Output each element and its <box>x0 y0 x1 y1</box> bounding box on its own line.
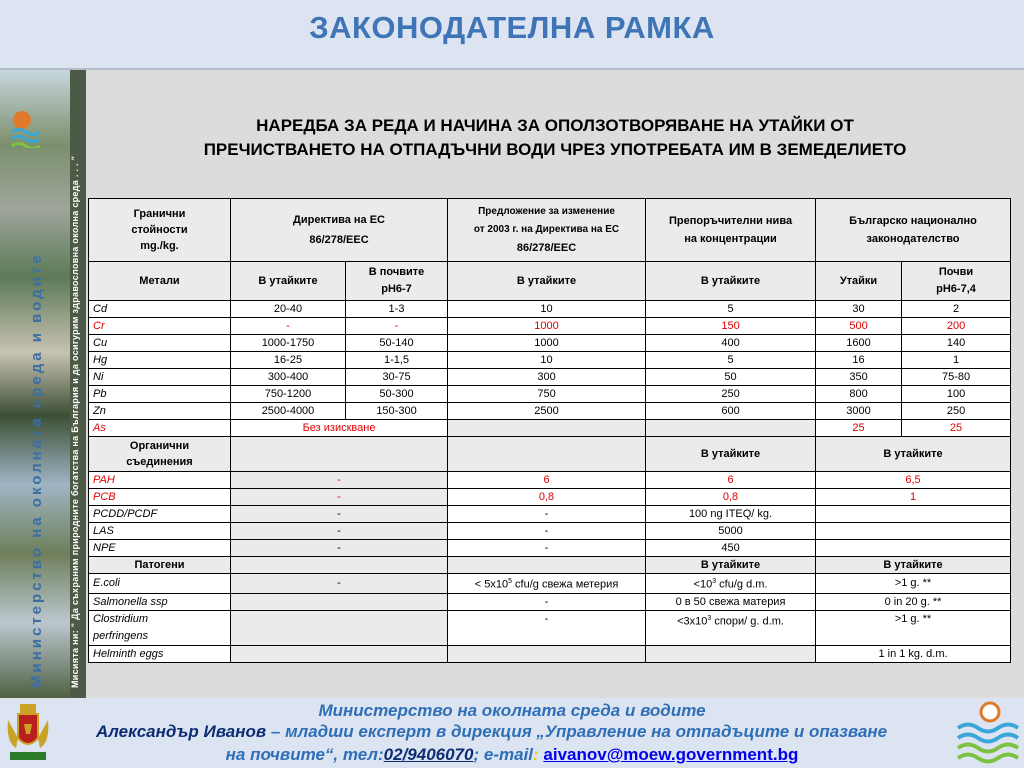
clostridium-recommended: $<3x10^3$ спори/ g. d.m. <box>646 610 816 645</box>
metal-value-b: 150-300 <box>346 403 448 420</box>
table-subheader-row <box>89 262 1011 301</box>
empty-cell <box>231 610 448 645</box>
ecoli-bg: >1 g. ** <box>816 574 1011 594</box>
contacts-prefix: на почвите“, тел: <box>225 745 384 764</box>
table-row-salmonella <box>89 593 1011 610</box>
metal-value-a: 1000-1750 <box>231 335 346 352</box>
metal-value-c: 10 <box>448 301 646 318</box>
as-bg-sludge: 25 <box>816 420 902 437</box>
organic-proposal: - <box>448 540 646 557</box>
table-row-metal <box>89 318 1011 335</box>
organic-directive: - <box>231 540 448 557</box>
metal-value-e: 16 <box>816 352 902 369</box>
empty-cell <box>448 645 646 662</box>
row-label: LAS <box>89 523 231 540</box>
empty-cell <box>231 645 448 662</box>
as-no-requirement: Без изискване <box>231 420 448 437</box>
table-row-organic <box>89 523 1011 540</box>
clostridium-bg: >1 g. ** <box>816 610 1011 645</box>
metal-value-a: 300-400 <box>231 369 346 386</box>
metal-value-c: 2500 <box>448 403 646 420</box>
metal-value-b: 1-1,5 <box>346 352 448 369</box>
row-label: As <box>89 420 231 437</box>
table-row-organic <box>89 540 1011 557</box>
clostridium-proposal: - <box>448 610 646 645</box>
organic-directive: - <box>231 489 448 506</box>
organic-directive: - <box>231 523 448 540</box>
subheader-soils: Почви pH6-7,4 <box>902 262 1011 301</box>
coat-of-arms-icon <box>4 702 52 764</box>
table-row-metal <box>89 403 1011 420</box>
metal-value-c: 1000 <box>448 335 646 352</box>
subheader-in-sludge-recommended: В утайките <box>646 262 816 301</box>
salmonella-recommended: 0 в 50 свежа материя <box>646 593 816 610</box>
footer-author <box>96 722 1024 742</box>
metal-value-c: 1000 <box>448 318 646 335</box>
organic-header-row <box>89 437 1011 472</box>
limits-table <box>88 198 1011 663</box>
ecoli-recommended: $<10^3$ cfu/g d.m. <box>646 574 816 594</box>
as-bg-soils: 25 <box>902 420 1011 437</box>
slide-title: ЗАКОНОДАТЕЛНА РАМКА <box>309 10 715 45</box>
salmonella-proposal: - <box>448 593 646 610</box>
metal-value-d: 600 <box>646 403 816 420</box>
metal-value-b: 30-75 <box>346 369 448 386</box>
header-recommended-levels: Препоръчителни нива на концентрации <box>646 199 816 262</box>
ministry-logo-icon <box>952 700 1022 766</box>
organic-recommended: 450 <box>646 540 816 557</box>
subheader-in-sludge-proposal: В утайките <box>448 262 646 301</box>
metal-value-f: 75-80 <box>902 369 1011 386</box>
metal-value-f: 140 <box>902 335 1011 352</box>
empty-cell <box>646 420 816 437</box>
header-proposal-2003: Предложение за изменение от 2003 г. на Директива на ЕС 86/278/EEC <box>448 199 646 262</box>
organic-bg <box>816 523 1011 540</box>
metal-value-b: 50-140 <box>346 335 448 352</box>
main-content <box>86 70 1024 698</box>
separator: ; <box>473 745 480 764</box>
metal-value-f: 250 <box>902 403 1011 420</box>
metal-value-d: 50 <box>646 369 816 386</box>
row-label: Cd <box>89 301 231 318</box>
empty-cell <box>448 437 646 472</box>
title-bar <box>0 0 1024 70</box>
empty-cell <box>231 593 448 610</box>
table-row-organic <box>89 472 1011 489</box>
metal-value-a: 2500-4000 <box>231 403 346 420</box>
empty-cell <box>646 645 816 662</box>
left-photo-strip <box>0 70 86 698</box>
slogan-vertical-text: Мисията ни: " Да съхраним природните богатства на България и да осигурим здравословна околна среда . . . " <box>70 155 80 688</box>
subheader-sludge: Утайки <box>816 262 902 301</box>
metal-value-e: 800 <box>816 386 902 403</box>
metal-value-d: 400 <box>646 335 816 352</box>
author-name: Александър Иванов <box>96 722 267 741</box>
metal-value-f: 1 <box>902 352 1011 369</box>
table-row-ecoli <box>89 574 1011 594</box>
empty-cell <box>448 420 646 437</box>
metal-value-c: 300 <box>448 369 646 386</box>
metal-value-a: 750-1200 <box>231 386 346 403</box>
heading-line-2: ПРЕЧИСТВАНЕТО НА ОТПАДЪЧНИ ВОДИ ЧРЕЗ УПОТРЕБАТА ИМ В ЗЕМЕДЕЛИЕТО <box>203 140 907 159</box>
row-label: E.coli <box>89 574 231 594</box>
helminth-bg: 1 in 1 kg. d.m. <box>816 645 1011 662</box>
heading-line-1: НАРЕДБА ЗА РЕДА И НАЧИНА ЗА ОПОЛЗОТВОРЯВАНЕ НА УТАЙКИ ОТ <box>256 116 854 135</box>
organic-proposal: 6 <box>448 472 646 489</box>
metal-value-a: - <box>231 318 346 335</box>
phone-number[interactable]: 02/9406070 <box>383 745 474 764</box>
row-label: NPE <box>89 540 231 557</box>
metal-value-b: 1-3 <box>346 301 448 318</box>
organic-directive: - <box>231 506 448 523</box>
organic-proposal: 0,8 <box>448 489 646 506</box>
organic-recommended: 6 <box>646 472 816 489</box>
row-label: Cu <box>89 335 231 352</box>
metal-value-f: 2 <box>902 301 1011 318</box>
metal-value-b: - <box>346 318 448 335</box>
organic-directive: - <box>231 472 448 489</box>
row-label: Pb <box>89 386 231 403</box>
row-label: Zn <box>89 403 231 420</box>
metal-value-c: 750 <box>448 386 646 403</box>
organic-bg: 6,5 <box>816 472 1011 489</box>
empty-cell <box>231 557 448 574</box>
table-row-metal <box>89 352 1011 369</box>
pathogen-header-row <box>89 557 1011 574</box>
pathogen-in-sludge: В утайките <box>646 557 816 574</box>
row-label: Salmonella ssp <box>89 593 231 610</box>
subheader-metals: Метали <box>89 262 231 301</box>
metal-value-a: 20-40 <box>231 301 346 318</box>
metal-value-f: 200 <box>902 318 1011 335</box>
organic-compounds-label: Органични съединения <box>89 437 231 472</box>
table-row-as <box>89 420 1011 437</box>
organic-recommended: 5000 <box>646 523 816 540</box>
table-row-organic <box>89 489 1011 506</box>
organic-in-sludge: В утайките <box>646 437 816 472</box>
metal-value-a: 16-25 <box>231 352 346 369</box>
email-label: e-mail <box>479 745 534 764</box>
sun-waves-logo-icon <box>10 108 40 148</box>
metal-value-c: 10 <box>448 352 646 369</box>
regulation-heading <box>86 114 1024 162</box>
metal-value-d: 5 <box>646 301 816 318</box>
metal-value-e: 30 <box>816 301 902 318</box>
table-row-helminth <box>89 645 1011 662</box>
ecoli-proposal: < $5x10^5$ cfu/g свежа метерия <box>448 574 646 594</box>
organic-recommended: 100 ng ITEQ/ kg. <box>646 506 816 523</box>
header-limit-values: Гранични стойности mg./kg. <box>89 199 231 262</box>
footer <box>0 698 1024 768</box>
ecoli-directive: - <box>231 574 448 594</box>
metal-value-b: 50-300 <box>346 386 448 403</box>
metal-value-f: 100 <box>902 386 1011 403</box>
subheader-in-sludge: В утайките <box>231 262 346 301</box>
row-label: Helminth eggs <box>89 645 231 662</box>
metal-value-e: 500 <box>816 318 902 335</box>
email-colon: : <box>533 745 544 764</box>
metal-value-e: 350 <box>816 369 902 386</box>
row-label: Clostridium perfringens <box>89 610 231 645</box>
table-row-clostridium <box>89 610 1011 645</box>
row-label: Ni <box>89 369 231 386</box>
table-header-row <box>89 199 1011 262</box>
row-label: PCDD/PCDF <box>89 506 231 523</box>
header-bg-legislation: Българско национално законодателство <box>816 199 1011 262</box>
metal-value-d: 5 <box>646 352 816 369</box>
metal-value-e: 3000 <box>816 403 902 420</box>
organic-in-sludge-bg: В утайките <box>816 437 1011 472</box>
subheader-in-soils: В почвите pH6-7 <box>346 262 448 301</box>
organic-bg <box>816 506 1011 523</box>
organic-recommended: 0,8 <box>646 489 816 506</box>
organic-proposal: - <box>448 523 646 540</box>
empty-cell <box>448 557 646 574</box>
organic-bg <box>816 540 1011 557</box>
table-row-metal <box>89 369 1011 386</box>
row-label: Cr <box>89 318 231 335</box>
ministry-vertical-text: Министерство на околната среда и водите <box>28 252 45 688</box>
table-row-metal <box>89 301 1011 318</box>
metal-value-d: 150 <box>646 318 816 335</box>
pathogen-in-sludge-bg: В утайките <box>816 557 1011 574</box>
author-role: – младши експерт в дирекция „Управление на отпадъците и опазване <box>266 722 888 741</box>
metal-rows <box>89 301 1011 420</box>
header-eu-directive: Директива на ЕС 86/278/EEC <box>231 199 448 262</box>
organic-rows <box>89 472 1011 557</box>
pathogens-label: Патогени <box>89 557 231 574</box>
row-label: Hg <box>89 352 231 369</box>
email-link[interactable]: aivanov@moew.government.bg <box>543 745 799 764</box>
row-label: PCB <box>89 489 231 506</box>
table-row-organic <box>89 506 1011 523</box>
salmonella-bg: 0 in 20 g. ** <box>816 593 1011 610</box>
footer-contacts <box>0 745 1024 765</box>
footer-ministry: Министерство на околната среда и водите <box>318 701 706 720</box>
row-label: PAH <box>89 472 231 489</box>
metal-value-d: 250 <box>646 386 816 403</box>
metal-value-e: 1600 <box>816 335 902 352</box>
table-row-metal <box>89 386 1011 403</box>
table-row-metal <box>89 335 1011 352</box>
organic-bg: 1 <box>816 489 1011 506</box>
organic-proposal: - <box>448 506 646 523</box>
empty-cell <box>231 437 448 472</box>
